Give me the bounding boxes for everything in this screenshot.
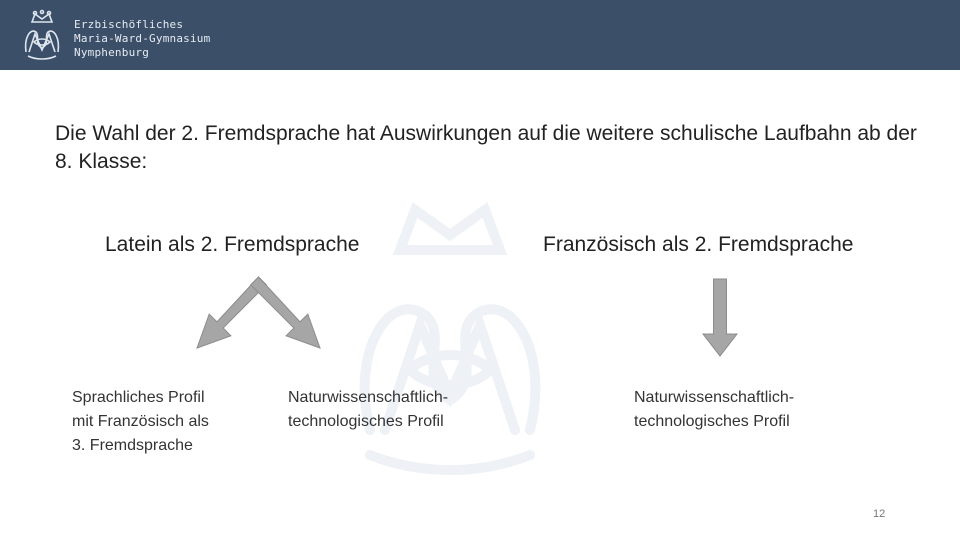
profile-language: Sprachliches Profil mit Französisch als 3. Fremdsprache [72, 389, 209, 454]
school-name-line: Maria-Ward-Gymnasium [74, 32, 211, 45]
profile-science-latin: Naturwissenschaftlich- technologisches Profil [288, 389, 449, 430]
school-name-line: Nymphenburg [74, 46, 150, 59]
school-name-line: Erzbischöfliches [74, 18, 184, 31]
page-number: 12 [873, 508, 886, 520]
arrow-down-icon [703, 279, 737, 356]
arrow-down-right-icon [251, 277, 320, 348]
french-option-title: Französisch als 2. Fremdsprache [543, 233, 854, 256]
intro-text: Die Wahl der 2. Fremdsprache hat Auswirkungen auf die weitere schulische Laufbahn ab der 8. Klasse: [55, 122, 917, 173]
latin-option-title: Latein als 2. Fremdsprache [105, 233, 360, 256]
profile-science-french: Naturwissenschaftlich- technologisches Profil [634, 389, 795, 430]
